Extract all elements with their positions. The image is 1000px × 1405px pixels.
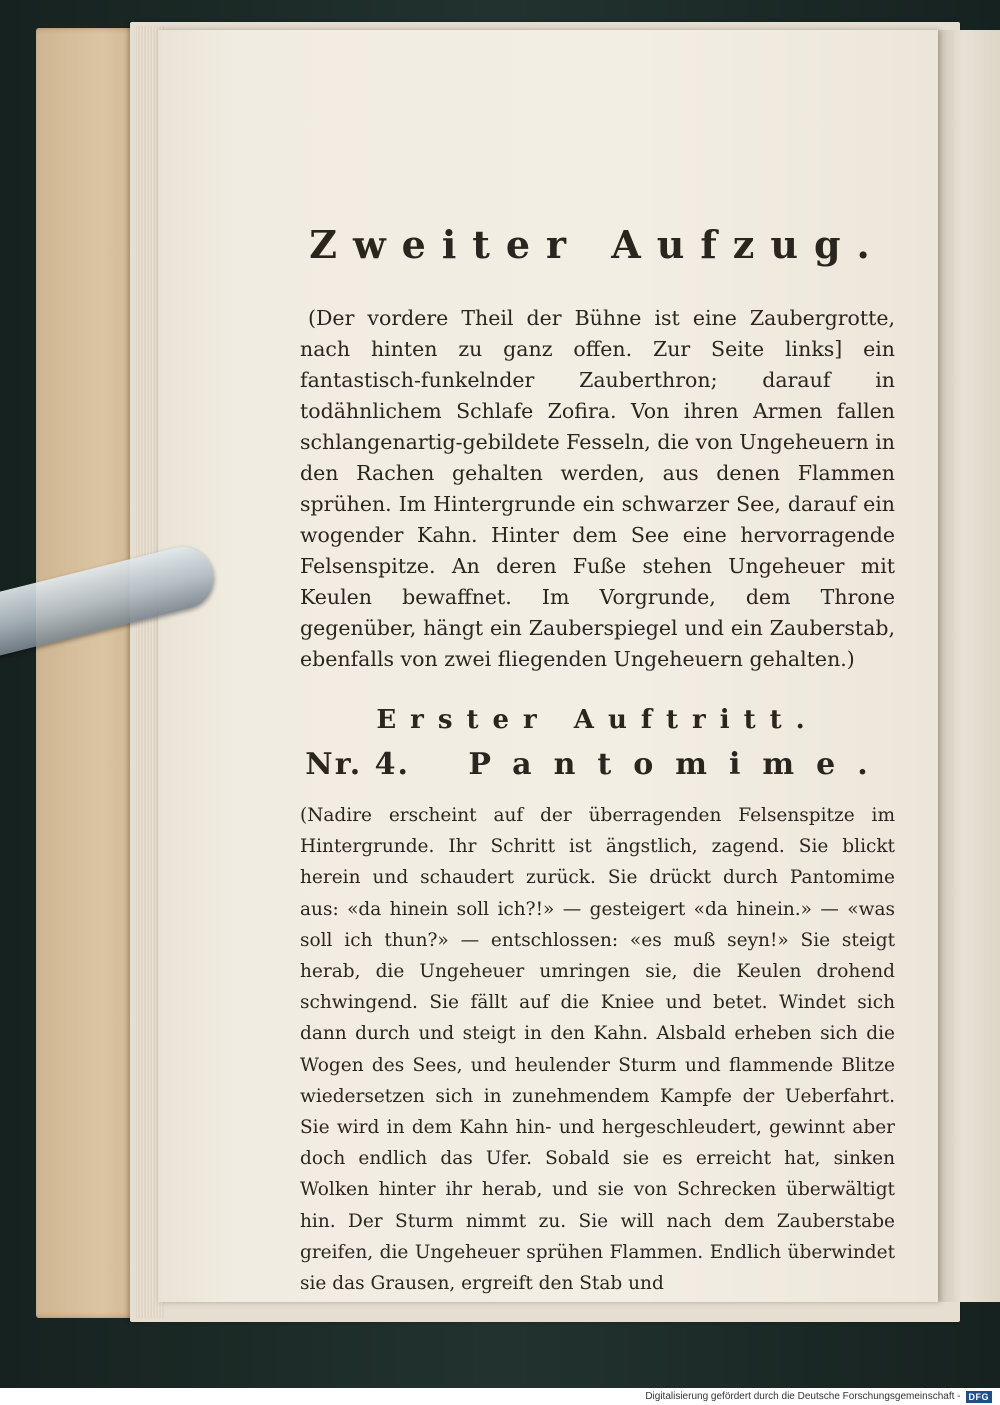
number-heading bbox=[300, 747, 895, 782]
dfg-logo-icon: DFG bbox=[966, 1391, 993, 1403]
scene-title: Erster Auftritt. bbox=[376, 705, 819, 735]
facing-page-edge bbox=[938, 30, 1000, 1302]
page-content bbox=[300, 222, 895, 1299]
number-title: Pantomime. bbox=[468, 747, 890, 782]
act-title: Zweiter Aufzug. bbox=[309, 222, 886, 267]
stage-direction: (Der vordere Theil der Bühne ist eine Zaubergrotte, nach hinten zu ganz offen. Zur Seite links] ein fantastisch-funkelnder Zauberthron; darauf in todähnlichem Schlafe Zofira. Von ihren Armen fallen schlangenartig-gebildete Fesseln, die von Ungeheuern in den Rachen gehalten werden, aus denen Flammen sprühen. Im Hintergrunde ein schwarzer See, darauf ein wogender Kahn. Hinter dem See eine hervorragende Felsenspitze. An deren Fuße stehen Ungeheuer mit Keulen bewaffnet. Im Vorgrunde, dem Throne gegenüber, hängt ein Zauberspiegel und ein Zauberstab, ebenfalls von zwei fliegenden Ungeheuern gehalten.) bbox=[300, 306, 895, 671]
number-label: Nr. 4. bbox=[305, 747, 410, 782]
pantomime-text: (Nadire erscheint auf der überragenden Felsenspitze im Hintergrunde. Ihr Schritt ist ängstlich, zagend. Sie blickt herein und schaudert zurück. Sie drückt durch Pantomime aus: «da hinein soll ich?!» — gesteigert «da hinein.» — «was soll ich thun?» — entschlossen: «es muß seyn!» Sie steigt herab, die Ungeheuer umringen sie, die Keulen drohend schwingend. Sie fällt auf die Kniee und betet. Windet sich dann durch und steigt in den Kahn. Alsbald erheben sich die Wogen des Sees, und heulender Sturm und flammende Blitze wiedersetzen sich in zunehmendem Kampfe der Ueberfahrt. Sie wird in dem Kahn hin- und hergeschleudert, gewinnt aber doch endlich das Ufer. Sobald sie es erreicht hat, sinken Wolken hinter ihr herab, und sie von Schrecken überwältigt hin. Der Sturm nimmt zu. Sie will nach dem Zauberstabe greifen, die Ungeheuer sprühen Flammen. Endlich überwindet sie das Grausen, ergreift den Stab und bbox=[300, 805, 895, 1295]
footer-bar bbox=[0, 1388, 1000, 1405]
footer-credit: Digitalisierung gefördert durch die Deutsche Forschungsgemeinschaft - bbox=[645, 1391, 961, 1402]
